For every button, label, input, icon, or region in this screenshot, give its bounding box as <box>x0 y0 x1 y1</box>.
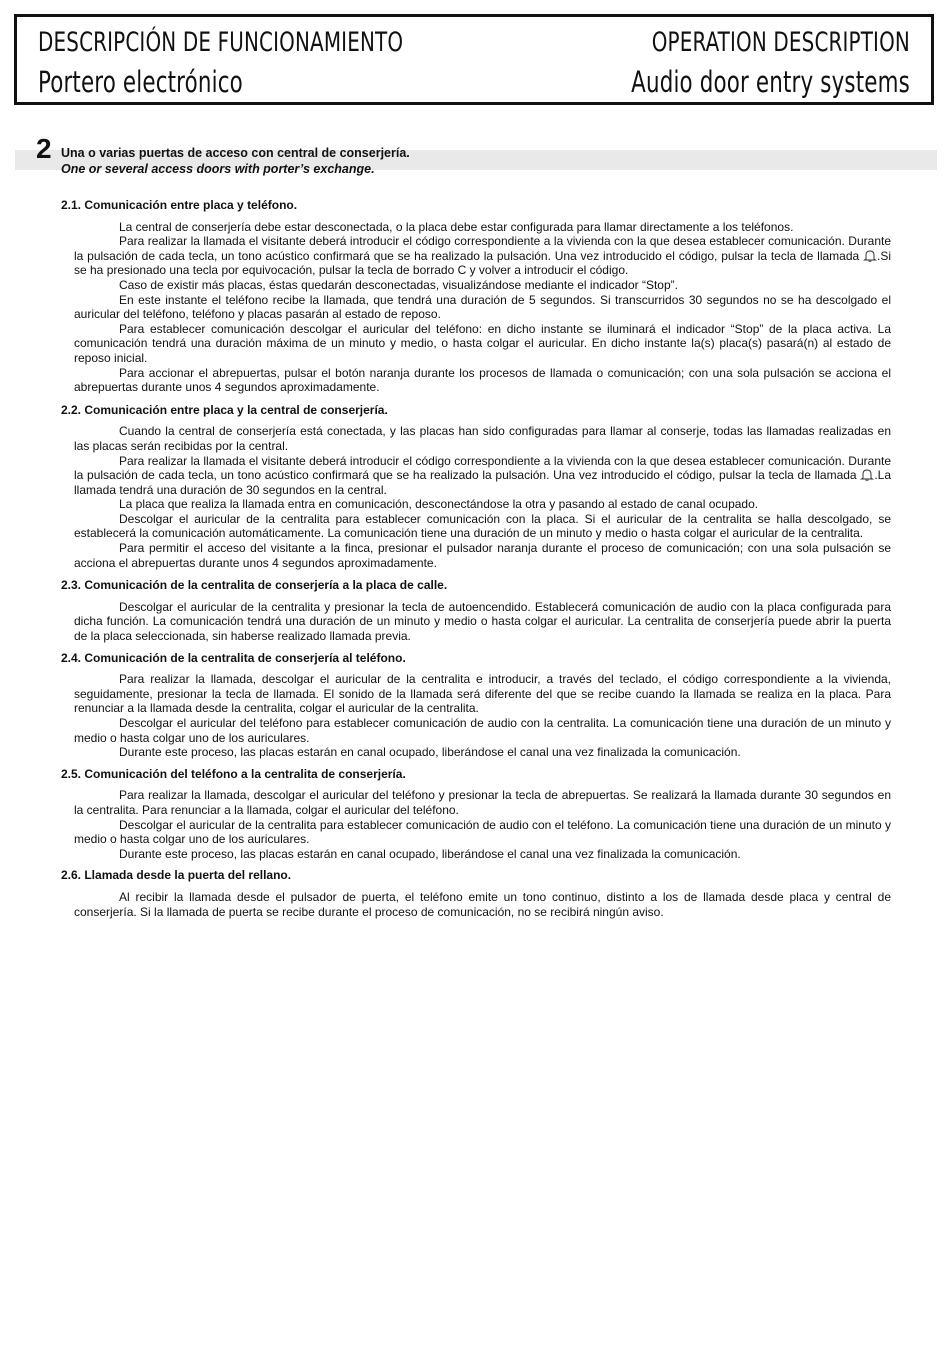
paragraph-2-1-3: Caso de existir más placas, éstas quedarán desconectadas, visualizándose mediante el indicador “Stop”. <box>119 277 678 292</box>
paragraph-2-4-1: Para realizar la llamada, descolgar el auricular de la centralita e introducir, a través del teclado, el código correspondiente a la vivienda, seguidamente, presionar la tecla de llamada. El sonido de la llamada será diferente del que se recibe cuando la llamada se realiza en la placa. Para renunciar a la llamada desde la centralita, colgar el auricular de la centralita. <box>74 672 891 716</box>
paragraph-2-6-1: Al recibir la llamada desde el pulsador de puerta, el teléfono emite un tono continuo, distinto a los de llamada desde placa y central de conserjería. Si la llamada de puerta se recibe durante el proceso de comunicación, no se recibirá ningún aviso. <box>74 889 891 919</box>
paragraph-2-5-2: Descolgar el auricular de la centralita para establecer comunicación de audio con el teléfono. La comunicación tiene una duración de un minuto y medio o hasta colgar uno de los auriculares. <box>74 817 891 847</box>
header-subtitle-en: Audio door entry systems <box>631 65 910 99</box>
subsection-heading-2-6: 2.6. Llamada desde la puerta del rellano. <box>61 868 292 883</box>
paragraph-2-2-4: Descolgar el auricular de la centralita para establecer comunicación con la placa. Si el auricular de la centralita se halla descolgado, se establecerá la comunicación automáticamente. La comunicación tiene una duración de un minuto y medio o hasta colgar el auricular de la centralita. <box>74 511 891 541</box>
paragraph-2-1-2-a: Para realizar la llamada el visitante deberá introducir el código correspondiente a la vivienda con la que desea establecer comunicación. Durante la pulsación de cada tecla, un tono acústico confirmará que se ha realizado la pulsación. Una vez introducido el código, pulsar la tecla de llamada <box>74 234 891 263</box>
section-number: 2 <box>36 133 52 164</box>
bell-icon <box>860 468 874 481</box>
section-title-en: One or several access doors with porter’s exchange. <box>61 162 375 176</box>
paragraph-2-1-2-b: .Si se ha presionado una tecla por equivocación, pulsar la tecla de borrado C y volver a introducir el código. <box>74 248 891 278</box>
paragraph-2-1-4: En este instante el teléfono recibe la llamada, que tendrá una duración de 5 segundos. Si transcurridos 30 segundos no se ha descolgado el auricular del teléfono, teléfono y placas pasarán al estado de reposo. <box>74 292 891 322</box>
paragraph-2-4-3: Durante este proceso, las placas estarán en canal ocupado, liberándose el canal una vez finalizada la comunicación. <box>119 745 741 760</box>
subsection-heading-2-2: 2.2. Comunicación entre placa y la central de conserjería. <box>61 402 388 417</box>
subsection-heading-2-1: 2.1. Comunicación entre placa y teléfono. <box>61 198 298 212</box>
section-title-es: Una o varias puertas de acceso con central de conserjería. <box>61 146 410 160</box>
header-box <box>14 14 934 105</box>
paragraph-2-4-2: Descolgar el auricular del teléfono para establecer comunicación de audio con la centralita. La comunicación tiene una duración de un minuto y medio o hasta colgar uno de los auriculares. <box>74 716 891 745</box>
header-subtitle-es: Portero electrónico <box>38 65 243 99</box>
paragraph-2-3-1: Descolgar el auricular de la centralita y presionar la tecla de autoencendido. Establecerá comunicación de audio con la placa configurada para dicha función. La comunicación tendrá una duración de un minuto y medio o hasta colgar el auricular. La centralita de conserjería puede abrir la puerta de la placa seleccionada, sin haberse realizado llamada previa. <box>74 599 891 644</box>
paragraph-2-2-2-a: Para realizar la llamada el visitante deberá introducir el código correspondiente a la vivienda con la que desea establecer comunicación. Durante la pulsación de cada tecla, un tono acústico confirmará que se ha realizado la pulsación. Una vez introducido el código, pulsar la tecla de llamada <box>74 453 891 483</box>
paragraph-2-1-6: Para accionar el abrepuertas, pulsar el botón naranja durante los procesos de llamada o comunicación; con una sola pulsación se acciona el abrepuertas durante unos 4 segundos aproximadamente. <box>74 365 891 395</box>
paragraph-2-2-2 <box>61 454 891 498</box>
paragraph-2-5-1: Para realizar la llamada, descolgar el auricular del teléfono y presionar la tecla de abrepuertas. Se realizará la llamada durante 30 segundos en la centralita. Para renunciar a la llamada, colgar el auricular del teléfono. <box>74 788 891 817</box>
paragraph-2-1-1: La central de conserjería debe estar desconectada, o la placa debe estar configurada para llamar directamente a los teléfonos. <box>119 219 794 234</box>
paragraph-2-1-5: Para establecer comunicación descolgar el auricular del teléfono: en dicho instante se iluminará el indicador “Stop” de la placa activa. La comunicación tendrá una duración máxima de un minuto y medio, o hasta colgar el auricular. En dicho instante la(s) placa(s) pasará(n) al estado de reposo inicial. <box>74 321 891 365</box>
bell-icon <box>863 249 877 262</box>
subsection-heading-2-3: 2.3. Comunicación de la centralita de conserjería a la placa de calle. <box>61 578 448 593</box>
header-title-es: DESCRIPCIÓN DE FUNCIONAMIENTO <box>38 27 404 58</box>
paragraph-2-2-2-b: .La llamada tendrá una duración de 30 segundos en la central. <box>74 468 891 497</box>
subsection-heading-2-5: 2.5. Comunicación del teléfono a la centralita de conserjería. <box>61 766 406 781</box>
paragraph-2-2-1: Cuando la central de conserjería está conectada, y las placas han sido configuradas para llamar al conserje, todas las llamadas realizadas en las placas serán recibidas por la central. <box>74 424 891 453</box>
paragraph-2-5-3: Durante este proceso, las placas estarán en canal ocupado, liberándose el canal una vez finalizada la comunicación. <box>119 846 741 861</box>
document-body <box>61 198 891 919</box>
paragraph-2-2-5: Para permitir el acceso del visitante a la finca, presionar el pulsador naranja durante el proceso de comunicación; con una sola pulsación se acciona el abrepuertas durante unos 4 segundos aproximadamente. <box>74 541 891 570</box>
paragraph-2-1-2 <box>61 234 891 278</box>
header-title-en: OPERATION DESCRIPTION <box>651 27 910 58</box>
paragraph-2-2-3: La placa que realiza la llamada entra en comunicación, desconectándose la otra y pasando al estado de canal ocupado. <box>119 497 759 512</box>
subsection-heading-2-4: 2.4. Comunicación de la centralita de conserjería al teléfono. <box>61 650 406 665</box>
